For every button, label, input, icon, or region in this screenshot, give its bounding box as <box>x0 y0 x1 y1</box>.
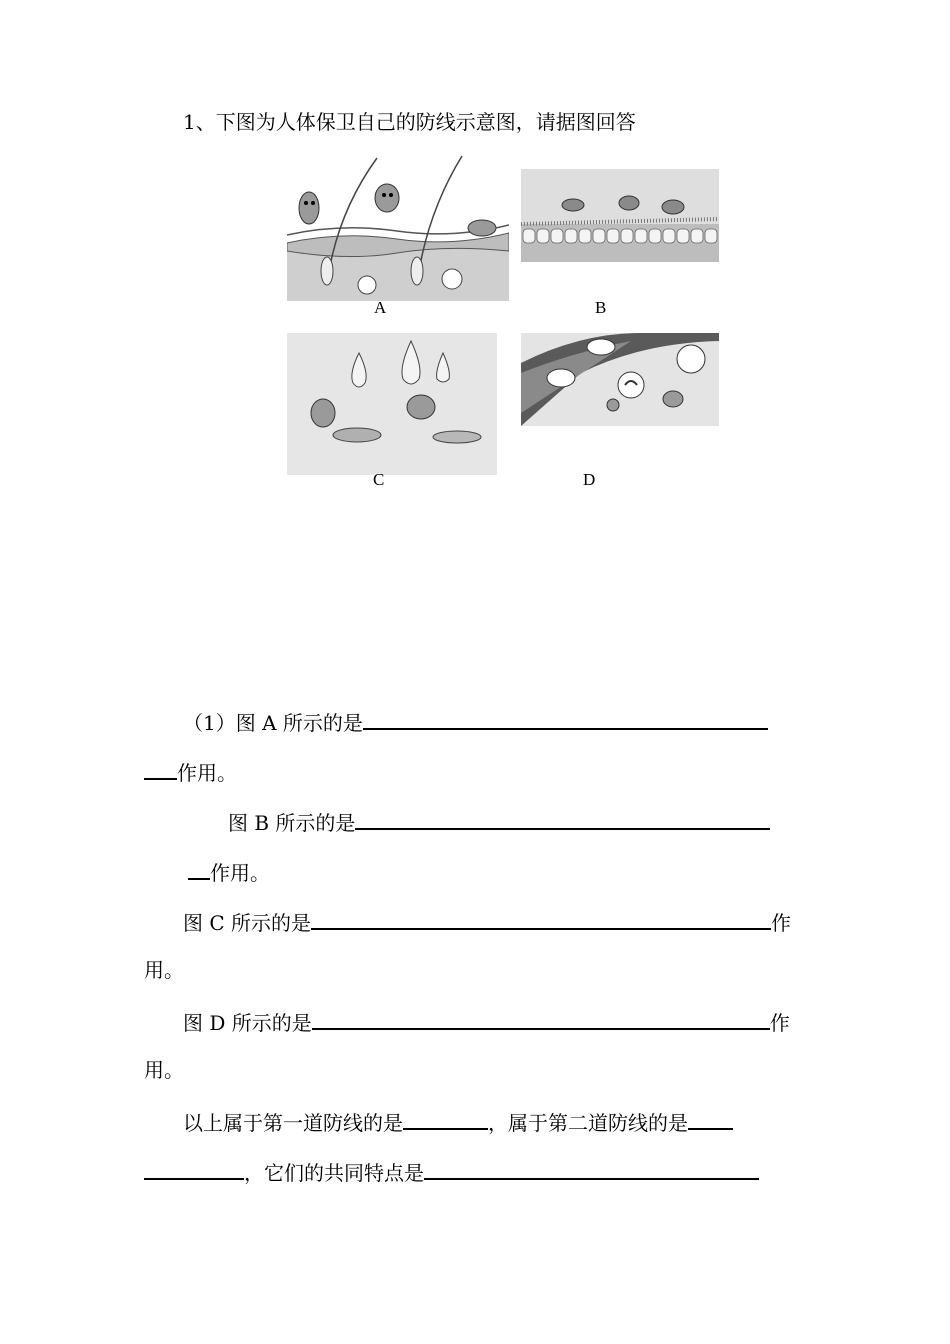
answer-a-line <box>183 706 768 737</box>
first-line-defense-blank[interactable] <box>403 1106 488 1130</box>
answer-d-line <box>183 1006 790 1037</box>
figure-panel-a <box>287 153 509 301</box>
answer-d-suffix-1: 作 <box>769 1011 790 1035</box>
answer-a-suffix: 作用。 <box>177 761 237 785</box>
summary-common-feature-prompt: ，它们的共同特点是 <box>244 1161 424 1185</box>
mucosa-illustration <box>521 169 719 262</box>
answer-c-blank[interactable] <box>311 906 771 930</box>
summary-line-2 <box>144 1156 759 1187</box>
answer-a-blank-cont[interactable] <box>144 756 177 780</box>
figure-panel-c <box>287 333 497 475</box>
summary-second-line-prompt: ，属于第二道防线的是 <box>488 1111 688 1135</box>
summary-line <box>183 1106 733 1137</box>
answer-c-prefix: 图 C 所示的是 <box>183 911 312 935</box>
answer-d-prefix: 图 D 所示的是 <box>183 1011 312 1035</box>
answer-b-suffix: 作用。 <box>210 861 270 885</box>
answer-d-suffix-2: 用。 <box>144 1058 184 1082</box>
answer-b-line <box>228 806 770 837</box>
question-title: 1、下图为人体保卫自己的防线示意图，请据图回答 <box>183 110 636 134</box>
common-feature-blank[interactable] <box>424 1156 759 1180</box>
second-line-defense-blank-cont[interactable] <box>144 1156 244 1180</box>
answer-b-blank-cont[interactable] <box>188 856 210 880</box>
answer-c-suffix-1: 作 <box>771 911 792 935</box>
panel-label-b: B <box>595 298 607 317</box>
answer-b-blank[interactable] <box>355 806 770 830</box>
answer-b-prefix: 图 B 所示的是 <box>228 811 356 835</box>
phagocyte-illustration <box>521 333 719 426</box>
answer-c-line <box>183 906 791 937</box>
answer-a-line-2 <box>144 756 237 787</box>
answer-c-suffix-2: 用。 <box>144 958 184 982</box>
answer-d-blank[interactable] <box>312 1006 770 1030</box>
panel-label-a: A <box>374 298 387 317</box>
second-line-defense-blank[interactable] <box>688 1106 733 1130</box>
lysozyme-illustration <box>287 333 497 475</box>
answer-b-line-2 <box>188 856 270 887</box>
summary-first-line-prompt: 以上属于第一道防线的是 <box>183 1111 403 1135</box>
figure-panel-b <box>521 169 719 262</box>
panel-label-d: D <box>583 470 596 489</box>
figure-panel-d <box>521 333 719 426</box>
answer-a-blank[interactable] <box>363 706 768 730</box>
answer-a-prefix: （1）图 A 所示的是 <box>183 711 363 735</box>
skin-barrier-illustration <box>287 153 509 301</box>
panel-label-c: C <box>373 470 385 489</box>
